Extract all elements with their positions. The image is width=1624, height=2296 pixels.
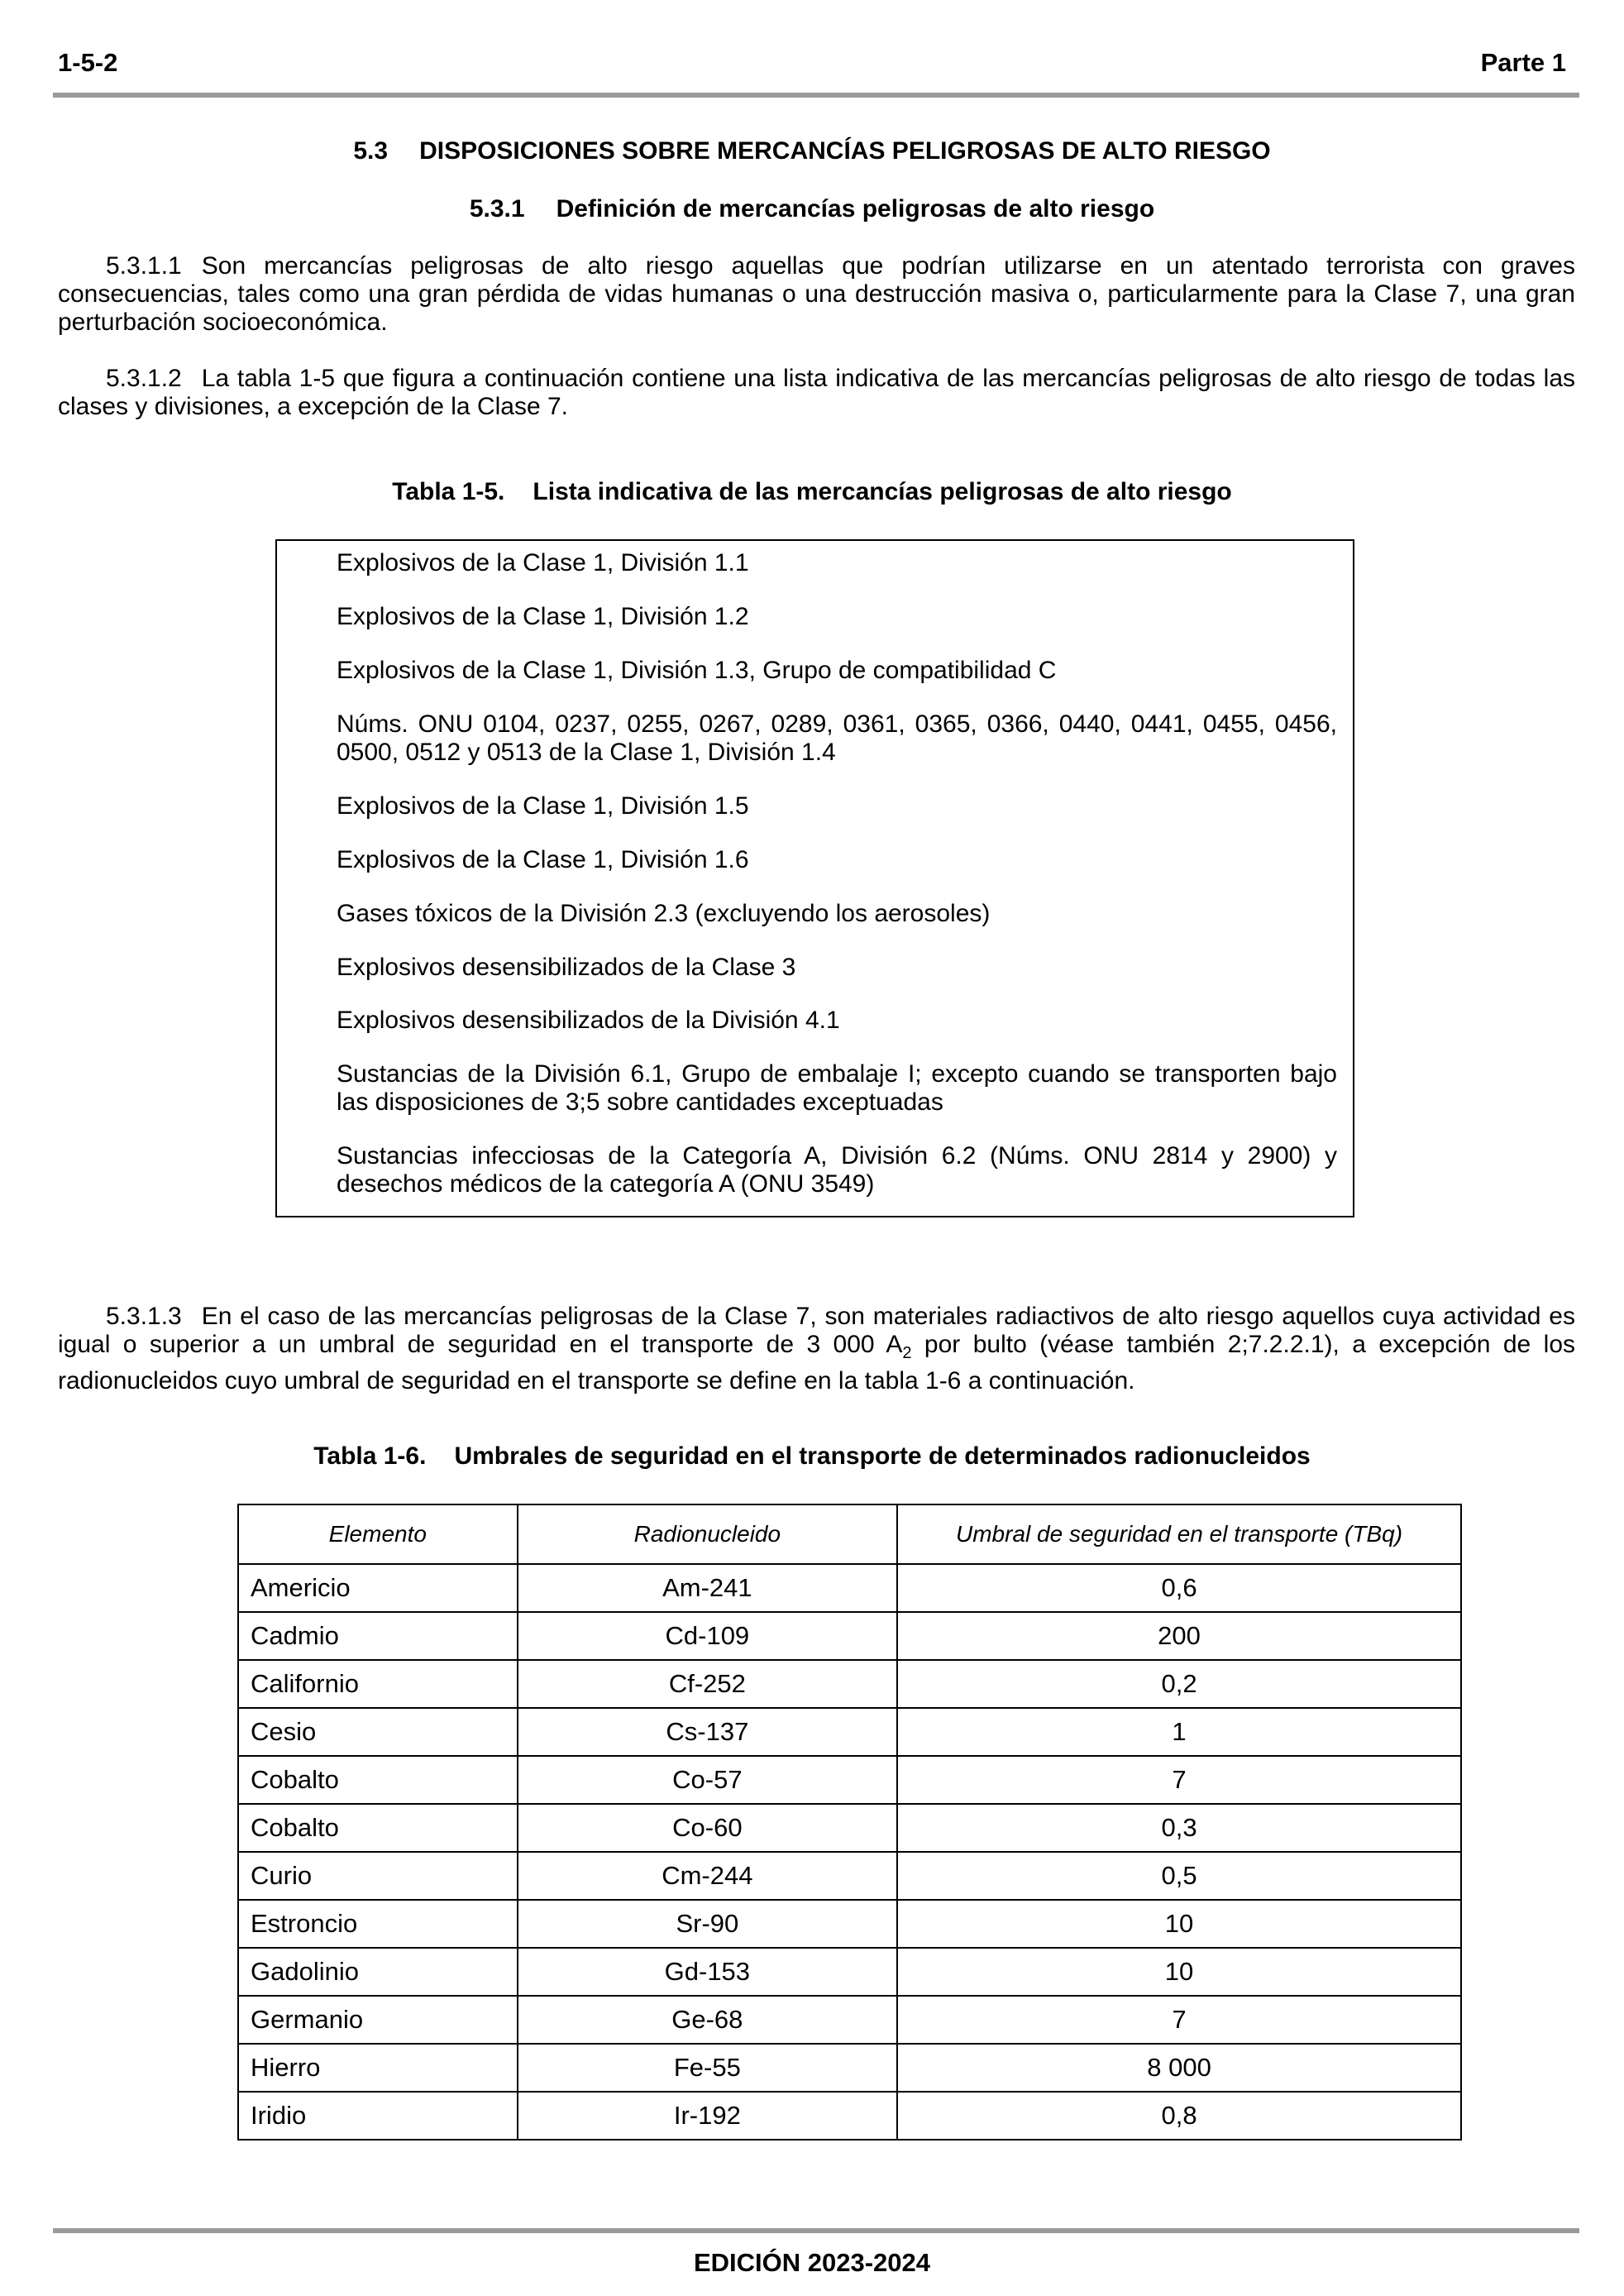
column-header: Radionucleido [518, 1504, 897, 1564]
table-1-6 [237, 1504, 1462, 2141]
paragraph-5-3-1-2 [58, 365, 1575, 421]
radionuclide-cell: Cs-137 [518, 1708, 897, 1756]
table-1-5 [275, 539, 1354, 1217]
subscript: 2 [902, 1344, 912, 1362]
edition-footer: EDICIÓN 2023-2024 [693, 2248, 931, 2277]
paragraph-number: 5.3.1.2 [106, 365, 182, 392]
page-header [58, 48, 1566, 84]
table-row [238, 1564, 1461, 1612]
table-row [238, 1612, 1461, 1660]
table-1-6-caption [0, 1442, 1624, 1471]
threshold-cell: 0,3 [897, 1804, 1461, 1852]
paragraph-text: En el caso de las mercancías peligrosas de la Clase 7, son materiales radiactivos de alto riesgo aquellos cuya actividad es igual o superior a un umbral de seguridad en el transporte de 3 000 A [58, 1303, 1575, 1358]
paragraph-number: 5.3.1.3 [106, 1303, 182, 1330]
subsection-number: 5.3.1 [469, 195, 525, 222]
list-item: Núms. ONU 0104, 0237, 0255, 0267, 0289, 0361, 0365, 0366, 0440, 0441, 0455, 0456, 0500, 0512 y 0513 de la Clase 1, División 1.4 [337, 710, 1337, 766]
header-rule [53, 93, 1579, 98]
list-item: Explosivos de la Clase 1, División 1.6 [337, 846, 749, 873]
threshold-cell: 0,8 [897, 2092, 1461, 2140]
table-row [238, 2092, 1461, 2140]
element-cell: Californio [238, 1660, 518, 1708]
table-row [238, 1756, 1461, 1804]
radionuclide-cell: Co-57 [518, 1756, 897, 1804]
section-number: 5.3 [353, 137, 389, 165]
element-cell: Hierro [238, 2044, 518, 2092]
element-cell: Germanio [238, 1996, 518, 2044]
list-item: Sustancias de la División 6.1, Grupo de embalaje I; excepto cuando se transporten bajo las disposiciones de 3;5 sobre cantidades exceptuadas [337, 1060, 1337, 1116]
threshold-cell: 1 [897, 1708, 1461, 1756]
column-header: Elemento [238, 1504, 518, 1564]
subsection-heading [0, 195, 1624, 223]
threshold-cell: 7 [897, 1756, 1461, 1804]
table-row [238, 2044, 1461, 2092]
radionuclide-cell: Cm-244 [518, 1852, 897, 1900]
paragraph-5-3-1-1 [58, 252, 1575, 337]
subsection-title: Definición de mercancías peligrosas de alto riesgo [556, 195, 1155, 222]
radionuclide-cell: Ir-192 [518, 2092, 897, 2140]
paragraph-text: Son mercancías peligrosas de alto riesgo aquellas que podrían utilizarse en un atentado terrorista con graves consecuencias, tales como una gran pérdida de vidas humanas o una destrucción masiva o, particularmente para la Clase 7, una gran perturbación socioeconómica. [58, 252, 1575, 336]
table-row [238, 1900, 1461, 1948]
threshold-cell: 0,5 [897, 1852, 1461, 1900]
table-1-5-caption [0, 478, 1624, 506]
element-cell: Cobalto [238, 1804, 518, 1852]
threshold-cell: 10 [897, 1900, 1461, 1948]
list-item: Explosivos de la Clase 1, División 1.5 [337, 792, 749, 820]
radionuclide-cell: Fe-55 [518, 2044, 897, 2092]
paragraph-number: 5.3.1.1 [106, 252, 182, 280]
paragraph-text-cont: por bulto (véase también 2;7.2.2.1), a excepción de los radionucleidos cuyo umbral de seguridad en el transporte se define en la tabla 1-6 a continuación. [58, 1331, 1576, 1394]
element-cell: Cadmio [238, 1612, 518, 1660]
radionuclide-cell: Sr-90 [518, 1900, 897, 1948]
section-title: DISPOSICIONES SOBRE MERCANCÍAS PELIGROSAS DE ALTO RIESGO [419, 137, 1271, 165]
element-cell: Iridio [238, 2092, 518, 2140]
section-heading [0, 137, 1624, 165]
list-item: Explosivos de la Clase 1, División 1.1 [337, 549, 749, 576]
list-item: Explosivos desensibilizados de la División 4.1 [337, 1007, 840, 1034]
table-row [238, 1948, 1461, 1996]
list-item: Gases tóxicos de la División 2.3 (excluyendo los aerosoles) [337, 900, 991, 927]
page-number: 1-5-2 [58, 48, 118, 77]
table-title: Umbrales de seguridad en el transporte de determinados radionucleidos [454, 1442, 1311, 1470]
paragraph-5-3-1-3 [58, 1303, 1575, 1395]
element-cell: Estroncio [238, 1900, 518, 1948]
column-header: Umbral de seguridad en el transporte (TBq) [897, 1504, 1461, 1564]
radionuclide-cell: Ge-68 [518, 1996, 897, 2044]
threshold-cell: 10 [897, 1948, 1461, 1996]
table-row [238, 1852, 1461, 1900]
paragraph-text: La tabla 1-5 que figura a continuación contiene una lista indicativa de las mercancías peligrosas de alto riesgo de todas las clases y divisiones, a excepción de la Clase 7. [58, 365, 1575, 420]
table-title: Lista indicativa de las mercancías peligrosas de alto riesgo [533, 478, 1232, 505]
element-cell: Gadolinio [238, 1948, 518, 1996]
threshold-cell: 8 000 [897, 2044, 1461, 2092]
radionuclide-cell: Gd-153 [518, 1948, 897, 1996]
table-label: Tabla 1-5. [392, 478, 505, 505]
table-row [238, 1996, 1461, 2044]
radionuclide-cell: Cf-252 [518, 1660, 897, 1708]
threshold-cell: 7 [897, 1996, 1461, 2044]
threshold-cell: 200 [897, 1612, 1461, 1660]
element-cell: Americio [238, 1564, 518, 1612]
table-row [238, 1708, 1461, 1756]
element-cell: Cesio [238, 1708, 518, 1756]
table-row [238, 1660, 1461, 1708]
threshold-cell: 0,6 [897, 1564, 1461, 1612]
list-item: Explosivos de la Clase 1, División 1.2 [337, 603, 749, 630]
element-cell: Curio [238, 1852, 518, 1900]
element-cell: Cobalto [238, 1756, 518, 1804]
radionuclide-cell: Co-60 [518, 1804, 897, 1852]
table-row [238, 1804, 1461, 1852]
list-item: Explosivos de la Clase 1, División 1.3, Grupo de compatibilidad C [337, 657, 1057, 684]
radionuclide-cell: Cd-109 [518, 1612, 897, 1660]
threshold-cell: 0,2 [897, 1660, 1461, 1708]
radionuclide-cell: Am-241 [518, 1564, 897, 1612]
table-header-row [238, 1504, 1461, 1564]
footer-rule [53, 2228, 1579, 2233]
part-label: Parte 1 [1480, 48, 1566, 77]
list-item: Sustancias infecciosas de la Categoría A, División 6.2 (Núms. ONU 2814 y 2900) y desechos médicos de la categoría A (ONU 3549) [337, 1142, 1337, 1198]
list-item: Explosivos desensibilizados de la Clase 3 [337, 954, 796, 981]
table-label: Tabla 1-6. [313, 1442, 427, 1470]
